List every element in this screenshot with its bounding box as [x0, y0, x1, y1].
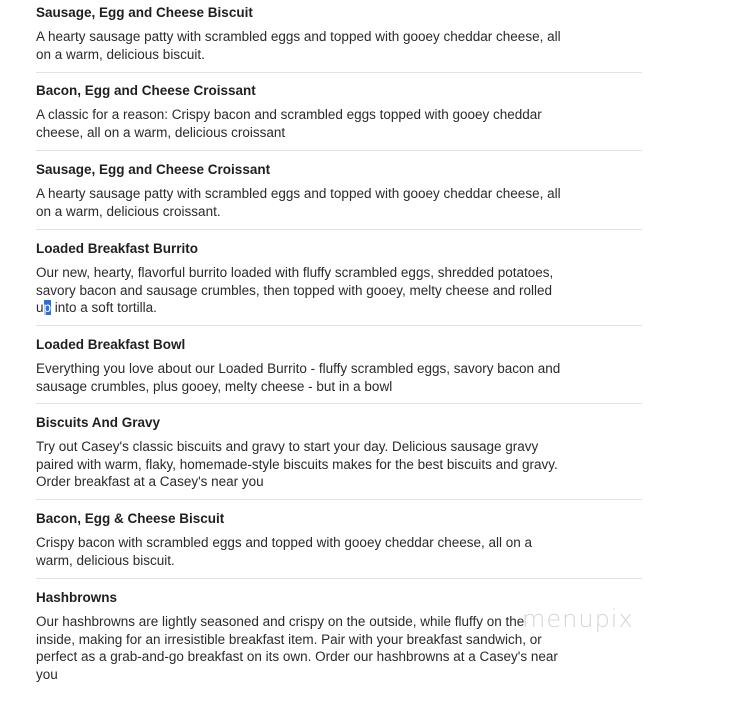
menu-item	[36, 4, 642, 63]
item-description: Everything you love about our Loaded Burrito - fluffy scrambled eggs, savory bacon and sausage crumbles, plus gooey, melty cheese - but in a bowl	[36, 361, 561, 394]
item-description: Our hashbrowns are lightly seasoned and crispy on the outside, while fluffy on the inside, making for an irresistible breakfast item. Pair with your breakfast sandwich, or perfect as a grab-and-go breakfast on its own. Order our hashbrowns at a Casey's near you	[36, 614, 558, 682]
item-description: A hearty sausage patty with scrambled eggs and topped with gooey cheddar cheese, all on a warm, delicious croissant.	[36, 186, 561, 219]
menu-item	[36, 336, 642, 395]
divider	[36, 499, 642, 500]
item-description-text: into a soft tortilla.	[51, 300, 157, 315]
item-description: A hearty sausage patty with scrambled eggs and topped with gooey cheddar cheese, all on a warm, delicious biscuit.	[36, 29, 561, 62]
menupix-watermark: menupix	[522, 605, 634, 633]
item-description: A classic for a reason: Crispy bacon and scrambled eggs topped with gooey cheddar cheese, all on a warm, delicious croissant	[36, 107, 542, 140]
divider	[36, 325, 642, 326]
item-title: Loaded Breakfast Bowl	[36, 337, 186, 352]
item-title: Biscuits And Gravy	[36, 415, 161, 430]
menu-item	[36, 82, 642, 141]
divider	[36, 578, 642, 579]
item-title: Loaded Breakfast Burrito	[36, 241, 199, 256]
divider	[36, 403, 642, 404]
item-title: Hashbrowns	[36, 590, 118, 605]
menu-item	[36, 414, 642, 491]
menu-item	[36, 240, 642, 317]
item-description	[36, 264, 566, 317]
menu-item	[36, 589, 642, 683]
item-title: Bacon, Egg & Cheese Biscuit	[36, 511, 225, 526]
item-title: Bacon, Egg and Cheese Croissant	[36, 83, 256, 98]
item-description-text: Our new, hearty, flavorful burrito loaded with fluffy scrambled eggs, shredded potatoes, savory bacon and sausage crumbles, then topped with gooey, melty cheese and rolled u	[36, 265, 554, 315]
divider	[36, 229, 642, 230]
item-description: Crispy bacon with scrambled eggs and topped with gooey cheddar cheese, all on a warm, delicious biscuit.	[36, 535, 533, 568]
menu-item	[36, 161, 642, 220]
menu-item	[36, 510, 642, 569]
divider	[36, 72, 642, 73]
item-title: Sausage, Egg and Cheese Croissant	[36, 162, 271, 177]
item-title: Sausage, Egg and Cheese Biscuit	[36, 5, 253, 20]
divider	[36, 150, 642, 151]
text-selection: p	[43, 300, 52, 315]
item-description: Try out Casey's classic biscuits and gravy to start your day. Delicious sausage gravy paired with warm, flaky, homemade-style biscuits makes for the best biscuits and gravy. Order breakfast at a Casey's near you	[36, 439, 558, 489]
